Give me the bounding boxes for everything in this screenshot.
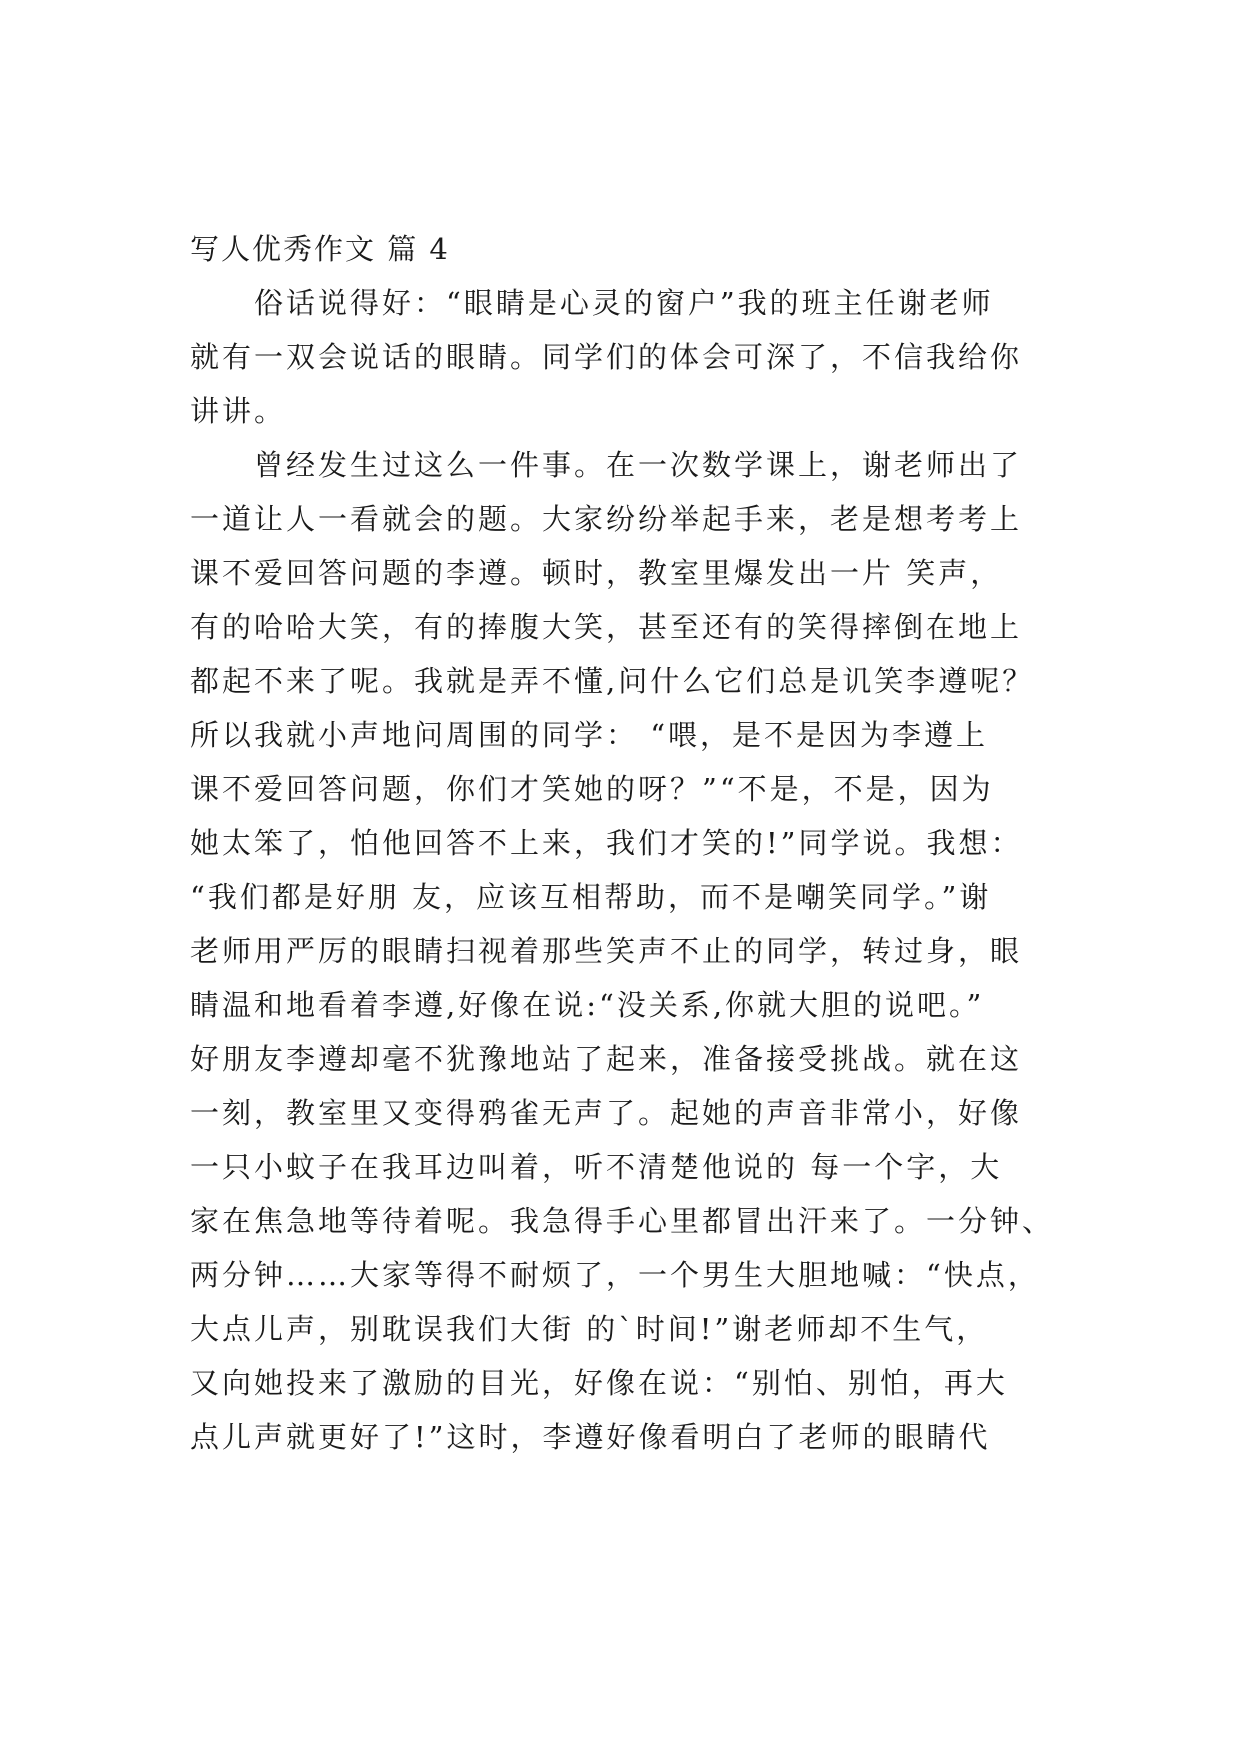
paragraph-line: 一道让人一看就会的题。大家纷纷举起手来，老是想考考上	[190, 502, 1023, 536]
paragraph-line: 又向她投来了激励的目光，好像在说：“别怕、别怕，再大	[190, 1366, 1008, 1400]
paragraph-1	[190, 276, 1070, 438]
paragraph-line: 两分钟……大家等得不耐烦了，一个男生大胆地喊：“快点，	[190, 1258, 1040, 1292]
paragraph-line: 所以我就小声地问周围的同学： “喂，是不是因为李遵上	[190, 718, 989, 752]
document-title: 写人优秀作文 篇 4	[190, 232, 450, 266]
document-body	[190, 222, 1070, 1464]
paragraph-line: 大点儿声，别耽误我们大街 的`时间!”谢老师却不生气，	[190, 1312, 989, 1346]
paragraph-line: 课不爱回答问题，你们才笑她的呀？”“不是，不是，因为	[190, 772, 994, 806]
paragraph-line: 点儿声就更好了!”这时，李遵好像看明白了老师的眼睛代	[190, 1420, 991, 1454]
paragraph-2	[190, 438, 1070, 1464]
paragraph-line: “我们都是好朋 友，应该互相帮助，而不是嘲笑同学。”谢	[190, 880, 992, 914]
paragraph-line: 老师用严厉的眼睛扫视着那些笑声不止的同学，转过身，眼	[190, 934, 1023, 968]
paragraph-line: 俗话说得好：“眼睛是心灵的窗户”我的班主任谢老师	[254, 286, 994, 320]
paragraph-line: 讲讲。	[190, 394, 287, 428]
paragraph-line: 一只小蚊子在我耳边叫着，听不清楚他说的 每一个字，大	[190, 1150, 1003, 1184]
paragraph-line: 睛温和地看着李遵,好像在说:“没关系,你就大胆的说吧。”	[190, 988, 985, 1022]
paragraph-line: 有的哈哈大笑，有的捧腹大笑，甚至还有的笑得摔倒在地上	[190, 610, 1023, 644]
paragraph-line: 她太笨了，怕他回答不上来，我们才笑的!”同学说。我想：	[190, 826, 1023, 860]
paragraph-line: 家在焦急地等待着呢。我急得手心里都冒出汗来了。一分钟、	[190, 1204, 1055, 1238]
paragraph-line: 好朋友李遵却毫不犹豫地站了起来，准备接受挑战。就在这	[190, 1042, 1023, 1076]
paragraph-line: 都起不来了呢。我就是弄不懂,问什么它们总是讥笑李遵呢？	[190, 664, 1035, 698]
paragraph-line: 就有一双会说话的眼睛。同学们的体会可深了，不信我给你	[190, 340, 1023, 374]
paragraph-line: 课不爱回答问题的李遵。顿时，教室里爆发出一片 笑声，	[190, 556, 1003, 590]
paragraph-line: 曾经发生过这么一件事。在一次数学课上，谢老师出了	[254, 448, 1023, 482]
paragraph-line: 一刻，教室里又变得鸦雀无声了。起她的声音非常小，好像	[190, 1096, 1023, 1130]
